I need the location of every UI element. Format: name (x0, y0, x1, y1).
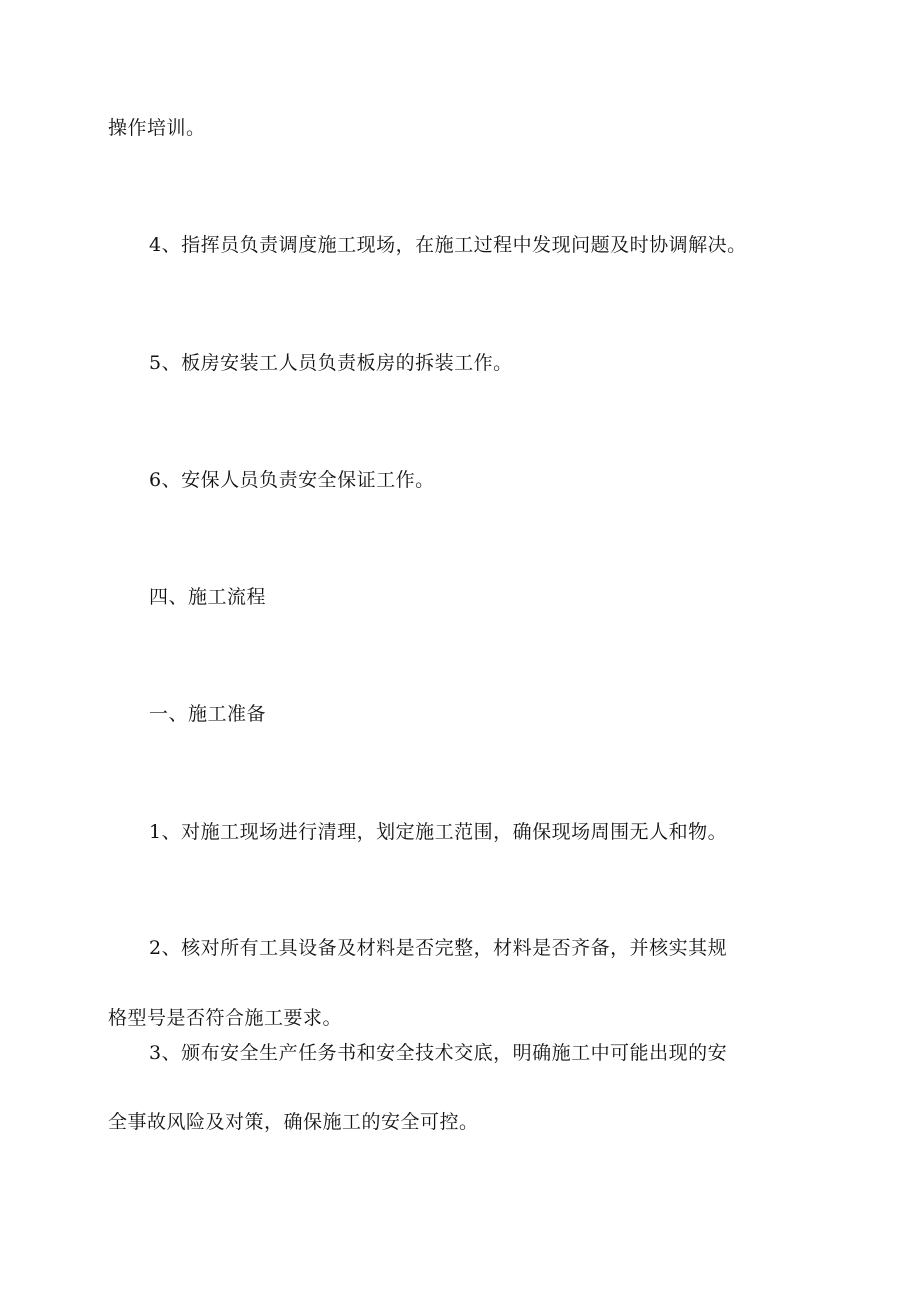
subsection-heading-preparation: 一、施工准备 (149, 703, 267, 725)
text-line-item-4: 4、指挥员负责调度施工现场，在施工过程中发现问题及时协调解决。 (149, 234, 747, 256)
text-line-training-end: 操作培训。 (108, 117, 206, 139)
text-line-prep-3-cont: 全事故风险及对策，确保施工的安全可控。 (108, 1111, 479, 1133)
text-line-item-5: 5、板房安装工人员负责板房的拆装工作。 (149, 352, 513, 374)
text-line-prep-1: 1、对施工现场进行清理，划定施工范围，确保现场周围无人和物。 (149, 821, 728, 843)
text-line-prep-2: 2、核对所有工具设备及材料是否完整，材料是否齐备，并核实其规 (149, 937, 728, 959)
section-heading-construction-process: 四、施工流程 (149, 586, 267, 608)
text-line-prep-2-cont: 格型号是否符合施工要求。 (108, 1007, 343, 1029)
text-line-prep-3: 3、颁布安全生产任务书和安全技术交底，明确施工中可能出现的安 (149, 1042, 728, 1064)
text-line-item-6: 6、安保人员负责安全保证工作。 (149, 469, 435, 491)
